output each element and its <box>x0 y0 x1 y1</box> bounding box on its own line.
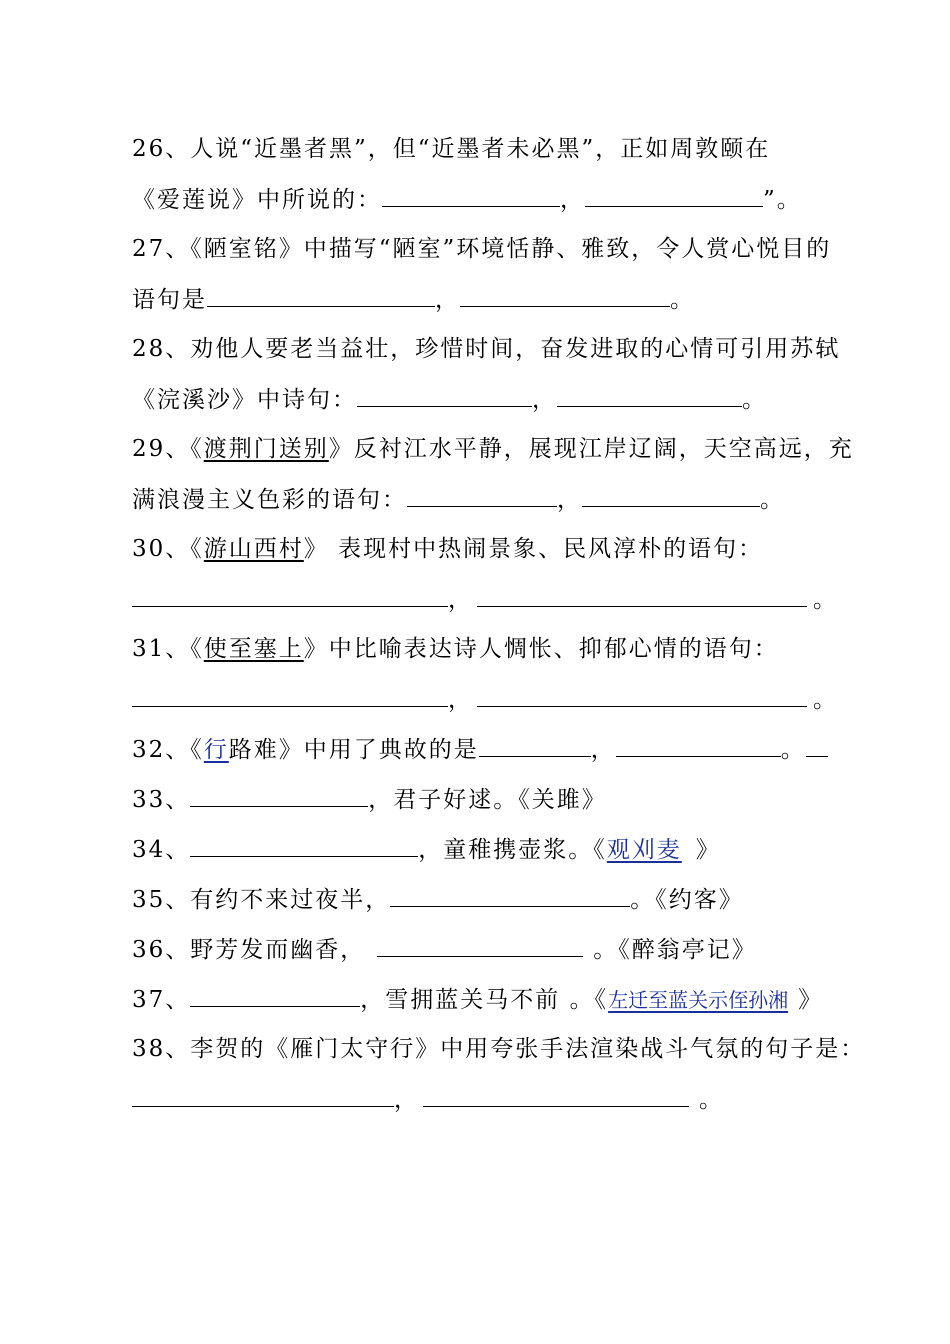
q32-blank-1[interactable] <box>479 734 591 757</box>
q27-blank-1[interactable] <box>207 284 435 307</box>
q36-line <box>132 934 828 964</box>
q30-line1 <box>132 534 828 564</box>
q28-line2 <box>132 384 828 414</box>
q33-text: ，君子好逑。《关雎》 <box>368 787 607 813</box>
q26-sep: ， <box>560 187 585 213</box>
q38-blank-1[interactable] <box>132 1084 394 1107</box>
q36-text: 36、野芳发而幽香， <box>132 937 366 963</box>
q28-end: 。 <box>742 387 767 413</box>
q31-line2 <box>132 684 838 714</box>
q35-line <box>132 884 828 914</box>
q33-line <box>132 784 828 814</box>
q37-blank[interactable] <box>190 984 360 1007</box>
q28-line1 <box>132 334 841 364</box>
q37-line <box>132 984 828 1014</box>
q33-blank[interactable] <box>190 784 368 807</box>
q27-prompt: 27、《陋室铭》中描写“陋室”环境恬静、雅致，令人赏心悦目的 <box>132 236 832 262</box>
q30-line2 <box>132 584 838 614</box>
q37-num: 37、 <box>132 987 191 1013</box>
q28-blank-1[interactable] <box>357 384 532 407</box>
q30-poem-title: 游山西村 <box>203 536 304 562</box>
q29-prompt-cont: 满浪漫主义色彩的语句： <box>132 487 407 513</box>
q30-blank-1[interactable] <box>132 584 448 607</box>
q37-text: ，雪拥蓝关马不前 。《 <box>360 987 609 1013</box>
q32-blank-2[interactable] <box>616 734 781 757</box>
q29-line1 <box>132 434 854 464</box>
q31-num: 31、《 <box>132 636 204 662</box>
q32-end: 。 <box>780 737 806 763</box>
q32-num: 32、《 <box>132 737 204 763</box>
q31-blank-1[interactable] <box>132 684 448 707</box>
q34-title-link[interactable]: 观刈麦 <box>606 837 682 863</box>
q32-title-link[interactable]: 行 <box>203 737 229 763</box>
q28-blank-2[interactable] <box>557 384 742 407</box>
q31-end: 。 <box>813 687 838 713</box>
q29-blank-2[interactable] <box>582 484 760 507</box>
q29-sep: ， <box>557 487 582 513</box>
q38-sep: ， <box>394 1087 419 1113</box>
q26-line1 <box>132 134 828 164</box>
q26-blank-1[interactable] <box>382 184 560 207</box>
q28-prompt-cont: 《浣溪沙》中诗句： <box>132 387 357 413</box>
q31-line1 <box>132 634 828 664</box>
q32-trailing-line <box>806 734 828 757</box>
q35-end: 。《约客》 <box>630 887 744 913</box>
q32-prompt: 路难》中用了典故的是 <box>228 737 479 763</box>
q30-prompt: 》 表现村中热闹景象、民风淳朴的语句： <box>303 536 764 562</box>
q27-blank-2[interactable] <box>460 284 670 307</box>
q26-end: ”。 <box>763 187 802 213</box>
q27-sep: ， <box>435 287 460 313</box>
q37-title-link[interactable]: 左迁至蓝关示侄孙湘 <box>608 988 789 1012</box>
q34-close: 》 <box>695 837 721 863</box>
q26-blank-2[interactable] <box>585 184 763 207</box>
q38-blank-2[interactable] <box>423 1084 689 1107</box>
q26-prompt-cont: 《爱莲说》中所说的： <box>132 187 382 213</box>
q29-end: 。 <box>760 487 785 513</box>
q27-line1 <box>132 234 832 264</box>
q26-line2 <box>132 184 828 214</box>
q30-end: 。 <box>813 587 838 613</box>
q34-blank[interactable] <box>190 834 418 857</box>
q27-prompt-cont: 语句是 <box>132 287 207 313</box>
q27-line2 <box>132 284 828 314</box>
q37-close: 》 <box>798 987 824 1013</box>
q29-poem-title: 渡荆门送别 <box>203 436 329 462</box>
q36-end: 。《醉翁亭记》 <box>593 937 757 963</box>
q30-blank-2[interactable] <box>477 584 807 607</box>
q34-num: 34、 <box>132 837 191 863</box>
q34-text: ，童稚携壶浆。《 <box>418 837 607 863</box>
q35-blank[interactable] <box>390 884 630 907</box>
q31-poem-title: 使至塞上 <box>203 636 304 662</box>
q28-prompt: 28、劝他人要老当益壮，珍惜时间，奋发进取的心情可引用苏轼 <box>132 336 841 362</box>
q28-sep: ， <box>532 387 557 413</box>
q36-blank[interactable] <box>377 934 583 957</box>
q38-prompt: 38、李贺的《雁门太守行》中用夸张手法渲染战斗气氛的句子是： <box>132 1036 866 1062</box>
q29-num: 29、《 <box>132 436 204 462</box>
q30-num: 30、《 <box>132 536 204 562</box>
q31-prompt: 》中比喻表达诗人惆怅、抑郁心情的语句： <box>303 636 779 662</box>
q34-line <box>132 834 828 864</box>
q29-line2 <box>132 484 828 514</box>
q30-sep: ， <box>448 587 473 613</box>
q38-end: 。 <box>699 1087 724 1113</box>
q31-sep: ， <box>448 687 473 713</box>
q38-line1 <box>132 1034 866 1064</box>
q29-blank-1[interactable] <box>407 484 557 507</box>
q31-blank-2[interactable] <box>477 684 807 707</box>
q27-end: 。 <box>670 287 695 313</box>
q26-prompt: 26、人说“近墨者黑”，但“近墨者未必黑”，正如周敦颐在 <box>132 136 771 162</box>
q32-line <box>132 734 828 764</box>
q32-sep: ， <box>590 737 616 763</box>
q29-prompt: 》反衬江水平静，展现江岸辽阔，天空高远，充 <box>328 436 854 462</box>
q33-num: 33、 <box>132 787 191 813</box>
q35-text: 35、有约不来过夜半， <box>132 887 391 913</box>
q38-line2 <box>132 1084 828 1114</box>
